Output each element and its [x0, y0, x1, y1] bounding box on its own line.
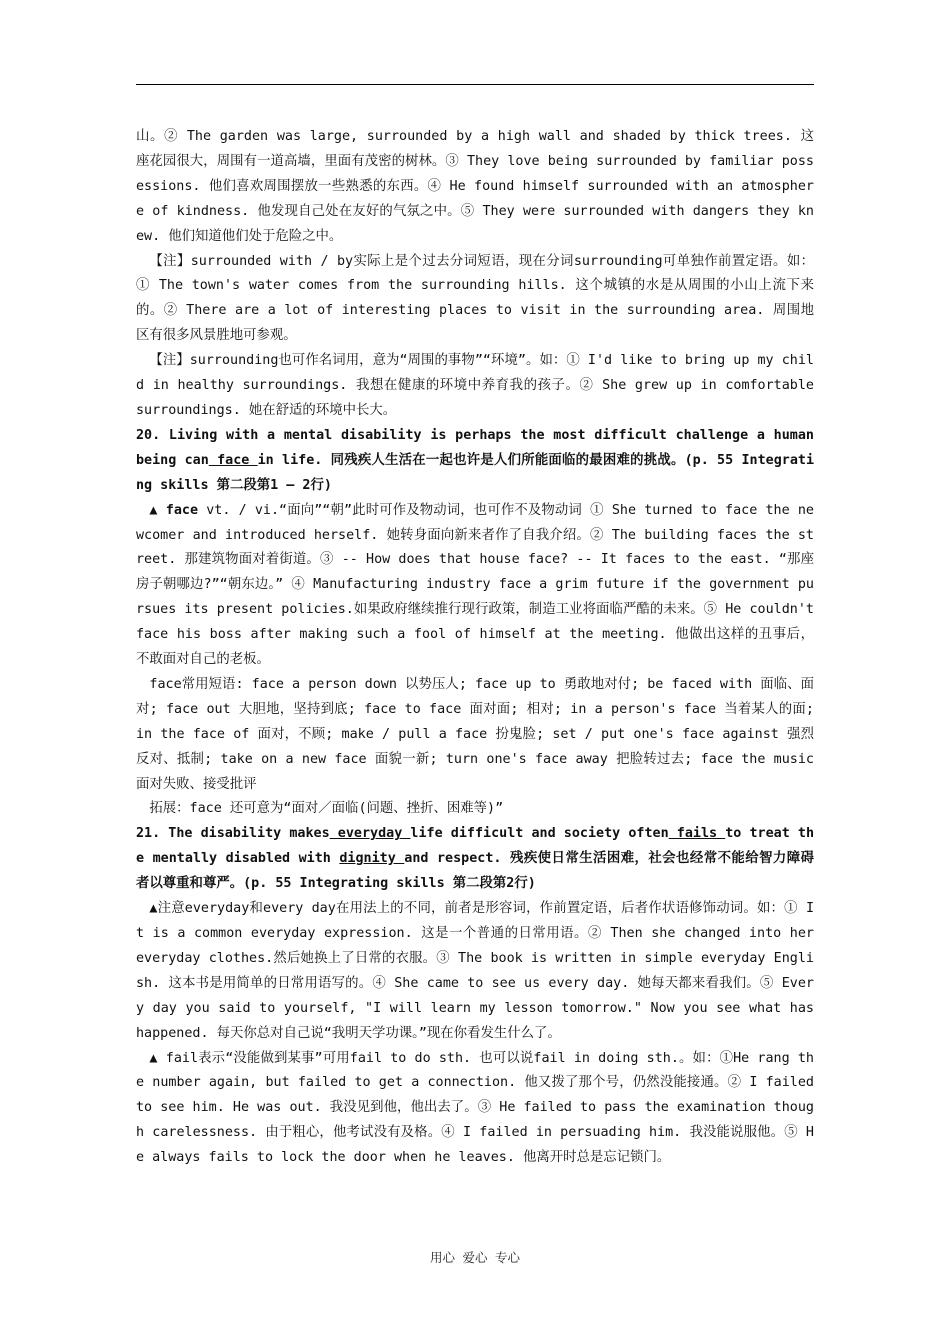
paragraph-everyday-usage: ▲注意everyday和every day在用法上的不同，前者是形容词，作前置定语，后者作状语修饰动词。如：① It is a common everyday expression. 这是一个普通的日常用语。② Then she changed into her everyday clothes.然后她换上了日常的衣服。③ The book is written in simple everyday English. 这本书是用简单的日常用语写的。④ She came to see us every day. 她每天都来看我们。⑤ Every day you said to yourself, "I will learn my lesson tomorrow." Now you see what has happened. 每天你总对自己说“我明天学功课。”现在你看发生什么了。	[136, 901, 814, 1041]
paragraph-note-surrounding-adjective: 【注】surrounded with / by实际上是个过去分词短语，现在分词surrounding可单独作前置定语。如：① The town's water comes from the surrounding hills. 这个城镇的水是从周围的小山上流下来的。② There are a lot of interesting places to visit in the surrounding area. 周围地区有很多风景胜地可参观。	[136, 253, 814, 344]
paragraph-face-usage	[136, 499, 814, 673]
item-21-keyword-dignity: dignity	[339, 851, 405, 867]
face-usage-text: vt. / vi.“面向”“朝”此时可作及物动词，也可作不及物动词 ① She turned to face the newcomer and introduced herself. 她转身面向新来者作了自我介绍。② The building faces the street. 那建筑物面对着街道。③ -- How does that house face? -- It faces to the east. “那座房子朝哪边?”“朝东边。” ④ Manufacturing industry face a grim future if the government pursues its present policies.如果政府继续推行现行政策，制造工业将面临严酷的未来。⑤ He couldn't face his boss after making such a fool of himself at the meeting. 他做出这样的丑事后，不敢面对自己的老板。	[136, 502, 814, 668]
item-21-keyword-everyday: everyday	[329, 826, 411, 842]
item-21-text-3: to treat the mentally disabled with	[136, 826, 815, 867]
item-21-text-1: 21. The disability makes	[136, 826, 330, 842]
item-21-keyword-fails: fails	[668, 826, 726, 842]
paragraph-fail-usage: ▲ fail表示“没能做到某事”可用fail to do sth. 也可以说fail in doing sth.。如：①He rang the number again, but failed to get a connection. 他又拨了那个号，仍然没能接通。② I failed to see him. He was out. 我没见到他，他出去了。③ He failed to pass the examination though carelessness. 由于粗心，他考试没有及格。④ I failed in persuading him. 我没能说服他。⑤ He always fails to lock the door when he leaves. 他离开时总是忘记锁门。	[136, 1050, 814, 1166]
item-21-text-4: and respect. 残疾使日常生活困难，社会也经常不能给智力障碍者以尊重和尊严。(p. 55 Integrating skills 第二段第2行)	[136, 851, 814, 892]
item-20-sentence	[136, 424, 814, 499]
paragraph-note-surrounding-noun: 【注】surrounding也可作名词用，意为“周围的事物”“环境”。如：① I'd like to bring up my child in healthy surroundings. 我想在健康的环境中养育我的孩子。② She grew up in comfortable surroundings. 她在舒适的环境中长大。	[136, 353, 814, 418]
item-20-keyword-face: face	[208, 452, 258, 468]
item-20-text-end: in life. 同残疾人生活在一起也许是人们所能面临的最困难的挑战。(p. 55 Integrating skills 第二段第1 – 2行)	[136, 452, 815, 493]
paragraph-face-extension: 拓展：face 还可意为“面对／面临(问题、挫折、困难等)”	[149, 801, 504, 817]
triangle-bullet: ▲	[149, 502, 166, 518]
document-body	[136, 125, 814, 1171]
item-20-text-start: 20. Living with a mental disability is perhaps the most difficult challenge a human being can	[136, 427, 814, 468]
paragraph-surround-examples: 山。② The garden was large, surrounded by a high wall and shaded by thick trees. 这座花园很大，周围有一道高墙，里面有茂密的树林。③ They love being surrounded by familiar possessions. 他们喜欢周围摆放一些熟悉的东西。④ He found himself surrounded with an atmosphere of kindness. 他发现自己处在友好的气氛之中。⑤ They were surrounded with dangers they knew. 他们知道他们处于危险之中。	[136, 129, 814, 244]
face-headword: face	[165, 502, 199, 518]
item-21-text-2: life difficult and society often	[410, 826, 669, 842]
header-rule	[136, 84, 814, 85]
paragraph-face-phrases: face常用短语: face a person down 以势压人; face up to 勇敢地对付; be faced with 面临、面对; face out 大胆地，坚持到底; face to face 面对面; 相对; in a person's face 当着某人的面; in the face of 面对，不顾; make / pull a face 扮鬼脸; set / put one's face against 强烈反对、抵制; take on a new face 面貌一新; turn one's face away 把脸转过去; face the music 面对失败、接受批评	[136, 676, 814, 792]
page-footer: 用心 爱心 专心	[429, 1250, 521, 1265]
item-21-sentence	[136, 822, 814, 897]
